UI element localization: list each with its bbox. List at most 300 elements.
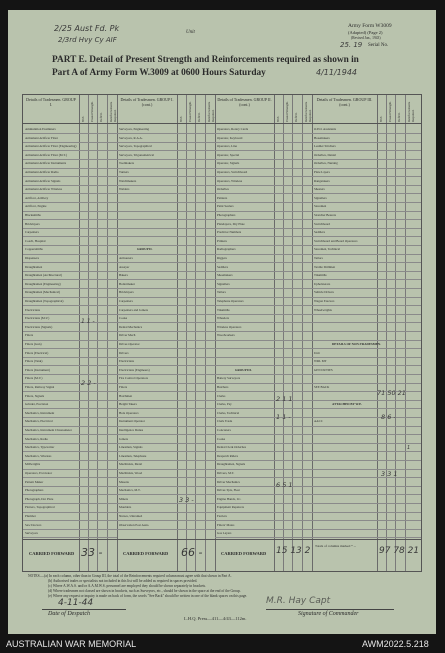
trade-label: Clerks, Technical [217,410,240,415]
trade-label: Mechanics, Wireless [25,453,52,458]
strength-table [22,94,422,572]
row-rule [215,426,312,427]
row-rule [117,305,215,306]
form-name: Army Form W3009 [348,23,392,29]
trade-label: Sheeters [314,187,325,192]
trade-label: Unit [314,350,320,355]
trade-label: Armament Artificer Fitter [25,135,58,140]
trade-label: Armament Artificer Radio [25,170,59,174]
trade-label: Armament Artificer Instruments [25,161,67,166]
trade-label: Riggers [217,256,227,260]
trade-label: Radiographers [217,247,236,252]
signature: M.R. Hay Capt [266,596,331,606]
row-rule [312,228,421,229]
trade-label: Driver-Operator [119,342,140,346]
row-rule [215,494,312,495]
row-rule [23,159,117,160]
row-rule [117,142,215,143]
deficit-header: Deficit. [197,112,201,122]
row-rule [117,443,215,444]
row-rule [215,254,312,255]
row-rule [23,503,117,504]
row-rule [23,365,117,366]
row-rule [23,271,117,272]
form-adapted: (Adapted) (Page 2) [348,30,383,35]
entry-driver-mech: 6 5 1 [276,481,293,489]
unit-label: Unit [186,30,195,35]
row-rule [312,331,421,332]
trade-label: Plate Layers [314,170,330,174]
row-rule [117,245,215,246]
note-c: (c) Where A.W.A.S. and/or A.A.M.W.S. personnel are employed they should be shown separately in brackets. [48,584,206,588]
trade-label: Orderlies, Nursing [314,161,338,166]
row-rule [215,150,312,151]
trade-label: Hatchmen [119,393,133,398]
row-rule [215,357,312,358]
row-rule [215,512,312,513]
row-rule [117,426,215,427]
row-rule [117,451,215,452]
trade-label: Electricians (Engineers) [119,367,150,372]
trade-label: Surveyors, Topographical [119,144,152,149]
trade-label: Artificer, Engine [25,204,47,209]
unit-handwritten-1: 2/25 Aust Fd. Pk [54,24,120,33]
entry-electricians-mv: 1 1 - [81,318,95,325]
row-rule [312,245,421,246]
trade-label: Millwrights [25,462,41,467]
row-rule [23,331,117,332]
row-rule [23,426,117,427]
total-col4: 97 78 21 [379,546,420,556]
row-rule [23,469,117,470]
row-rule [215,202,312,203]
trade-label: Fitters, Signals [25,393,45,398]
trade-label: Operator, Signals [217,161,240,166]
row-rule [312,314,421,315]
posted-header: Posted Strength. [388,101,392,122]
trade-label: Draughtsmen, Signals [217,462,246,467]
row-rule [312,486,421,487]
note-b: (b) Authorised trades or specialists not included in this list will be added as required in spaces provided. [48,579,198,583]
row-rule [117,202,215,203]
totals-col4-label: Totals of columns marked * ... [315,544,357,548]
row-rule [215,245,312,246]
row-rule [215,460,312,461]
trade-label: Battery Surveyors [217,376,241,381]
row-rule [312,262,421,263]
form-page [8,10,436,634]
print-line: L.H.Q. Press—411—4/43—112m. [184,616,247,621]
trade-label: Dental Clerk Orderlies [217,445,247,450]
trade-label: Operator, Keyboard [217,135,243,140]
row-rule [117,219,215,220]
trade-label: Height Takers [119,402,137,407]
trade-label: Draughtsmen [25,264,43,269]
trade-label: Machinists, Wood [119,471,143,475]
row-rule [23,340,117,341]
entry-mechanics-mt: 3 3 - [179,496,194,504]
trade-label: Engine Hands, I.C. [217,496,242,501]
we-header: W.E. [379,115,383,122]
trade-label: Turners [119,170,129,174]
row-rule [23,408,117,409]
trade-label: Pattern Maker [25,479,44,484]
col-header-group1-cont: Details of Tradesmen. GROUP I. (cont.) [120,97,174,107]
trade-label: Carpenters [119,299,133,303]
trade-label: Wheelwrights [314,307,332,312]
trade-label: Miners [119,496,129,501]
trade-label: Driver-Tpts, Fleet [217,488,240,493]
row-rule [23,374,117,375]
trade-label: Blacksmiths [25,213,41,217]
trade-label: Armament Artificer Wireless [25,187,62,192]
row-rule [23,176,117,177]
trade-label: Operator, Special [217,152,240,157]
trade-label: Tinsmiths [217,307,230,312]
row-rule [312,202,421,203]
row-rule [312,494,421,495]
row-rule [23,245,117,246]
trade-label: Surveyors, Engineering [119,127,150,131]
section-heading: ATTACHED BY W.E. [332,402,363,407]
row-rule [117,365,215,366]
note-d: (d) Where tradesmen not classed are shown in brackets, such as Surveyors, etc., should be shown in the space at the end of the Group. [48,589,241,593]
row-rule [23,314,117,315]
trade-label: Dental Mechanics [119,324,143,329]
row-rule [117,262,215,263]
entry-attached-mark: 1 [407,445,411,451]
row-rule [117,486,215,487]
section-heading: GROUP III. [235,367,252,372]
row-rule [23,383,117,384]
row-rule [117,503,215,504]
entry-aacc: 3 3 1 [381,470,398,478]
trade-label: Coppersmiths [25,247,43,252]
row-rule [23,357,117,358]
row-rule [312,374,421,375]
row-rule [117,512,215,513]
col-header-group1: Details of Tradesmen. GROUP I. [26,97,76,107]
carried-forward-3: CARRIED FORWARD [221,551,267,556]
deficit-header: Deficit. [397,112,401,122]
posted-header: Posted Strength. [188,101,192,122]
trade-label: Armament Artificer Fitter (Engineering) [25,144,77,149]
trade-label: Carpenters and Joiners [119,307,149,312]
deficit-header: Deficit. [294,112,298,122]
row-rule [312,383,421,384]
row-rule [215,486,312,487]
row-rule [23,512,117,513]
row-rule [215,271,312,272]
row-rule [117,520,215,521]
section-heading: GROUP II. [137,247,153,252]
trade-label: Driver Mechanics [217,479,240,484]
trade-label: Mechanics, M.T. [119,488,141,493]
trade-label: Electricians [25,307,41,312]
trade-label: Predictor Numbers [217,230,242,235]
row-rule [23,193,117,194]
entry-fitters-mv: 2 2 - [81,379,96,387]
row-rule [215,537,312,538]
row-rule [23,434,117,435]
serial-label: Serial No. [368,43,389,48]
row-rule [23,254,117,255]
trade-label: Fitters, Railway Signal [25,385,55,389]
row-rule [312,460,421,461]
row-rule [23,142,117,143]
trade-label: SEE BACK [314,385,330,389]
trade-label: Boilermaker [119,281,135,286]
trade-label: Watchmakers [119,178,137,183]
row-rule [215,477,312,478]
row-rule [117,211,215,212]
trade-label: Cooks [217,436,226,441]
trade-label: Photographers [25,488,44,493]
row-rule [312,417,421,418]
row-rule [117,340,215,341]
note-a: NOTES.—(a) In each column, other than in Group III, the total of the Reinforcements required column must agree with that shown in Part A. [28,574,232,578]
row-rule [215,262,312,263]
row-rule [23,288,117,289]
row-rule [117,391,215,392]
row-rule [312,529,421,530]
row-rule [215,288,312,289]
row-rule [117,314,215,315]
trade-label: Draughtsmen (Mechanical) [25,290,60,295]
caption-left: AUSTRALIAN WAR MEMORIAL [6,639,137,649]
trade-label: Nurses, Untrained [119,514,143,518]
row-rule [215,176,312,177]
trade-label: Operators, Line [217,144,238,149]
trade-label: Operators, Wireless [217,178,243,183]
trade-label: Machinists, Metal [119,462,143,467]
row-rule [312,236,421,237]
col-header-group3-cont: Details of Tradesmen. GROUP III. (cont.) [316,97,373,107]
row-rule [312,503,421,504]
row-rule [117,133,215,134]
trade-label: Mechanics, Electrical [25,419,53,424]
row-rule [117,228,215,229]
serial-no: 25. 19 [340,41,363,49]
section-heading: DETAILS OF NON-TRADESMEN. [332,342,381,346]
trade-label: Storemen [314,204,327,209]
row-rule [215,365,312,366]
row-rule [117,168,215,169]
trade-label: Bricklayers [25,221,40,226]
row-rule [312,142,421,143]
carried-forward-2: CARRIED FORWARD [123,551,169,556]
row-rule [312,159,421,160]
row-rule [215,297,312,298]
row-rule [215,400,312,401]
trade-label: Storemen, Technical [314,247,341,252]
trade-label: Drivers, M.T. [217,471,235,475]
trade-label: Switchboard and Board Operators [314,238,358,243]
row-rule [23,443,117,444]
row-rule [215,314,312,315]
row-rule [312,288,421,289]
row-rule [215,383,312,384]
title-line1: PART E. Detail of Present Strength and Reinforcements required as shown in [52,55,359,65]
trade-label: Artificer, Artillery [25,195,49,200]
row-rule [215,279,312,280]
row-rule [312,520,421,521]
row-rule [215,331,312,332]
trade-label: Tailors [217,290,226,295]
trade-label: Linesman, Signals [119,445,143,450]
trade-label: Masons [119,479,129,484]
trade-label: Electricians (M.V.) [25,316,50,321]
trade-label: O.P.O. Assistants [314,127,336,131]
row-rule [23,211,117,212]
row-rule [23,494,117,495]
trade-label: Signallers [217,281,230,286]
trade-label: Coach, Hospital [25,238,46,243]
row-rule [23,262,117,263]
despatch-date: 4-11-44 [58,598,94,608]
row-rule [312,254,421,255]
row-rule [215,168,312,169]
row-rule [117,348,215,349]
row-rule [23,279,117,280]
row-rule [117,529,215,530]
trade-label: Wireless Operators [217,324,242,329]
row-rule [23,451,117,452]
row-rule [117,477,215,478]
trade-label: Intelligence Duties [119,428,144,432]
row-rule [117,150,215,151]
trade-label: Upholsterers [314,281,331,286]
we-header: W.E. [81,115,85,122]
entry-gen-duties: 8 6 - [381,413,396,421]
trade-label: Ammunition Examiners [25,127,56,131]
trade-label: Fire Control Operators [119,376,149,381]
caption-right: AWM2022.5.218 [362,639,429,649]
posted-header: Posted Strength. [285,101,289,122]
row-rule [312,219,421,220]
row-rule [215,451,312,452]
trade-label: Hole Operators [119,410,139,415]
trade-label: Telephone Operators [217,299,244,303]
trade-label: Fitters' Mates [217,522,235,527]
row-rule [23,391,117,392]
trade-label: Assayer [119,264,130,269]
deficit-header: Deficit. [99,112,103,122]
row-rule [215,443,312,444]
trade-label: Plumber [25,514,36,518]
trade-label: Moulders [119,505,132,510]
trade-label: Gas Layers [217,531,232,536]
entry-clerks-technical: 1 1 - [276,413,291,421]
trade-label: Saddlers [217,264,228,269]
row-rule [23,400,117,401]
row-rule [23,477,117,478]
row-rule [117,297,215,298]
row-rule [215,348,312,349]
req-header: Reinforcements Required. [109,101,117,122]
row-rule [215,469,312,470]
we-header: W.E. [179,115,183,122]
trade-label: Vehicle Drivers [314,290,334,295]
row-rule [23,133,117,134]
trade-label: Toolmakers [119,161,135,166]
entry-clerks: 2 1 1 [276,395,293,403]
row-rule [117,159,215,160]
trade-label: Electricians [119,359,135,364]
trade-label: Draughtsmen (Architectural) [25,273,62,278]
row-rule [23,520,117,521]
trade-label: AACC [314,419,323,424]
row-rule [117,469,215,470]
trade-label: Concreters [217,428,231,432]
trade-label: Butchers [217,385,229,389]
row-rule [215,408,312,409]
posted-header: Posted Strength. [90,101,94,122]
row-rule [23,219,117,220]
unit-handwritten-2: 2/3rd Hvy Cy AIF [58,36,117,44]
row-rule [117,374,215,375]
row-rule [312,322,421,323]
trade-label: Clerks [217,393,226,398]
trade-label: Welders [119,187,130,192]
trade-label: Dispensers [25,256,39,260]
form-revised: (Revised Jan., 1943) [351,36,381,40]
carried-forward-1: CARRIED FORWARD [29,551,75,556]
trade-label: Signallers [314,195,327,200]
trade-label: Bakers [119,273,128,278]
trade-label: Armament Artificer Fitter (M.T.) [25,152,67,157]
trade-label: Paint Sealers [217,204,234,209]
trade-label: Photographers [217,213,236,217]
trade-label: Driver Mech [119,333,136,338]
total-col2: 66 - [181,546,203,559]
row-rule [312,297,421,298]
row-rule [117,331,215,332]
row-rule [117,193,215,194]
signature-label: Signature of Commander [298,611,359,617]
req-header: Reinforcements Required. [207,101,215,122]
trade-label: Cooks [119,316,128,321]
trade-label: Equipment Repairers [217,505,244,510]
row-rule [312,451,421,452]
row-rule [117,236,215,237]
row-rule [117,434,215,435]
row-rule [312,193,421,194]
row-rule [23,348,117,349]
row-rule [312,469,421,470]
row-rule [23,168,117,169]
row-rule [312,512,421,513]
row-rule [215,503,312,504]
note-e: (e) Where any request or inquiry is made on back of form, the words "See Back" should be written in one of the blank spaces on this page. [48,594,248,598]
row-rule [23,236,117,237]
trade-label: Linesman, Telephone [119,453,147,458]
trade-label: Despatch Riders [217,453,238,458]
trade-label: Leather Stitchers [314,144,336,149]
trade-label: Rangetakers [314,178,330,183]
trade-label: Stretcher Bearers [314,213,337,217]
row-rule [23,228,117,229]
row-rule [23,486,117,487]
row-rule [215,185,312,186]
trade-label: Woodworkers [217,333,235,338]
despatch-label: Date of Despatch [48,611,90,617]
trade-label: Operators, Excavator [25,471,53,475]
trade-label: Fitters (Tank) [25,359,43,364]
trade-label: Shoemakers [217,273,233,278]
trade-label: Fitters [119,385,128,389]
trade-label: Fitters (Gun) [25,342,42,346]
